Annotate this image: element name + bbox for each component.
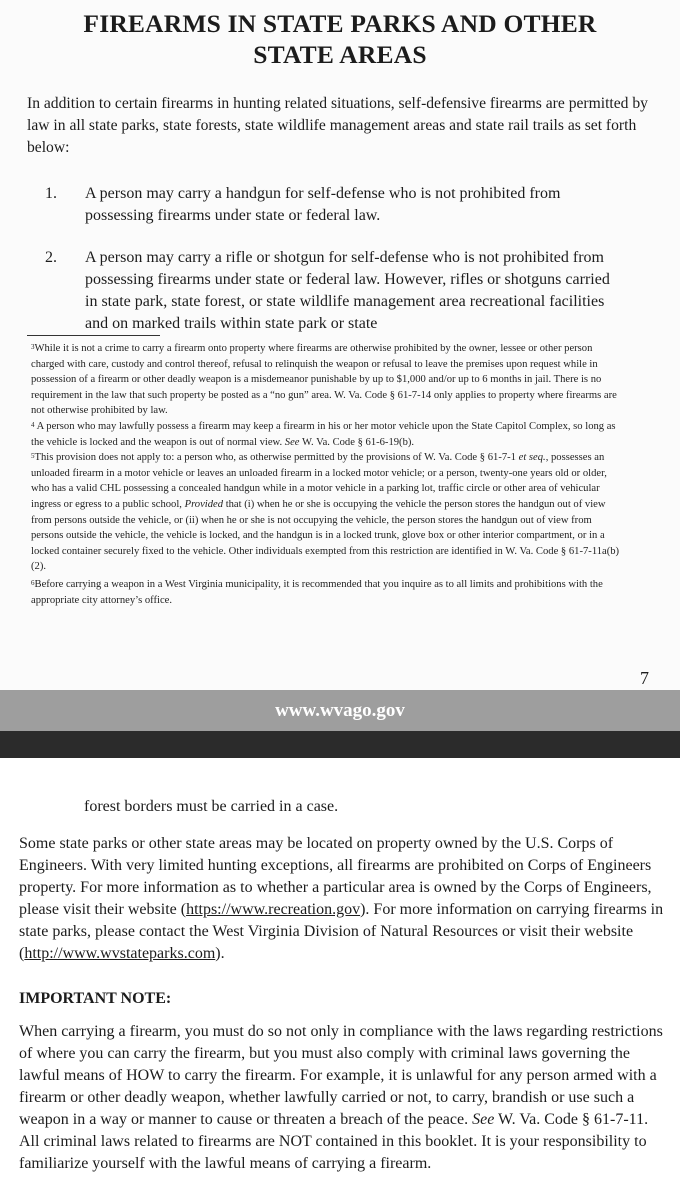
footnote-mark: 5 <box>31 452 35 461</box>
footnote-mark: 4 <box>31 420 35 429</box>
footnote-divider <box>27 335 160 336</box>
intro-paragraph: In addition to certain firearms in hunting related situations, self-defensive firearms are permitted by law in all state parks, state forests, state wildlife management areas and state rail trails as set forth below: <box>27 95 648 156</box>
footnote-6 <box>31 577 625 608</box>
footnote-text: This provision does not apply to: a person who, as otherwise permitted by the provisions of W. Va. Code § 61-7-1 <box>34 452 519 464</box>
recreation-gov-link[interactable]: https://www.recreation.gov <box>186 901 361 918</box>
page-separator-band <box>0 731 680 758</box>
list-item-text: A person may carry a rifle or shotgun for self-defense who is not prohibited from possessing firearms under state or federal law. However, rifles or shotguns carried in state park, state forest, or state wildlife management area recreational facilities and on marked trails within state park or state <box>85 249 610 332</box>
page-title-line-1: FIREARMS IN STATE PARKS AND OTHER <box>83 9 597 38</box>
continuation-text: forest borders must be carried in a case. <box>84 798 339 815</box>
footnote-text: A person who may lawfully possess a firearm may keep a firearm in his or her motor vehicle upon the State Capitol Complex, so long as the vehicle is locked and the weapon is out of normal view. <box>31 420 616 448</box>
see-citation: See <box>472 1111 495 1128</box>
page-number: 7 <box>640 668 649 688</box>
footnote-et-seq: et seq. <box>518 452 546 464</box>
footnote-see: See <box>284 436 300 448</box>
wvstateparks-link[interactable]: http://www.wvstateparks.com <box>24 945 216 962</box>
footnote-text: that (i) when he or she is occupying the vehicle the person stores the handgun out of view from persons outside the vehicle, or (ii) when he or she is not occupying the vehicle, the person stores the handgun out of view from persons outside the vehicle, the vehicle is locked, and the handgun is in a locked trunk, glove box or other interior compartment, or in a locked container securely fixed to the vehicle. Other individuals exempted from this restriction are identified in W. Va. Code § 61-7-11a(b)(2). <box>31 498 620 573</box>
important-note-paragraph <box>19 1021 667 1175</box>
corps-paragraph <box>19 833 667 965</box>
footnote-provided: Provided <box>184 498 224 510</box>
page-title <box>20 8 660 70</box>
paragraph-text: W. Va. Code § 61-7-11. All criminal laws related to firearms are NOT contained in this booklet. It is your responsibility to familiarize yourself with the lawful means of carrying a firearm. <box>19 1111 649 1172</box>
list-item-number: 2. <box>45 249 57 266</box>
footnotes <box>31 341 625 608</box>
footnote-mark: 6 <box>31 578 35 587</box>
footnote-4 <box>31 419 625 450</box>
footnote-text: , possesses an unloaded firearm in a motor vehicle or leaves an unloaded firearm in a locked motor vehicle; or a person, twenty-one years old or older, who has a valid CHL possessing a concealed handgun while in a motor vehicle in a parking lot, traffic circle or other area of vehicular ingress or egress to a public school, <box>31 452 607 510</box>
footnote-text: Before carrying a weapon in a West Virginia municipality, it is recommended that you inquire as to all limits and prohibitions with the appropriate city attorney’s office. <box>31 578 603 606</box>
footer-url[interactable]: www.wvago.gov <box>275 700 405 721</box>
list-item-text: A person may carry a handgun for self-defense who is not prohibited from possessing firearms under state or federal law. <box>85 185 561 224</box>
list-item-number: 1. <box>45 185 57 202</box>
footnote-mark: 3 <box>31 343 35 351</box>
paragraph-text: When carrying a firearm, you must do so not only in compliance with the laws regarding restrictions of where you can carry the firearm, but you must also comply with criminal laws governing the lawful means of HOW to carry the firearm. For example, it is unlawful for any person armed with a firearm or other deadly weapon, whether lawfully carried or not, to carry, brandish or use such a weapon in a way or manner to cause or threaten a breach of the peace. <box>19 1023 663 1128</box>
footnote-3 <box>31 341 625 419</box>
important-note-heading: IMPORTANT NOTE: <box>19 990 172 1007</box>
footer-url-band <box>0 690 680 731</box>
paragraph-text: Some state parks or other state areas may be located on property owned by the U.S. Corps of Engineers. With very limited hunting exceptions, all firearms are prohibited on Corps of Engineers property. For more information as to whether a particular area is owned by the Corps of Engineers, please visit their website ( <box>19 835 652 918</box>
footnote-text: W. Va. Code § 61-6-19(b). <box>299 436 415 448</box>
page-title-line-2: STATE AREAS <box>253 40 427 69</box>
footnote-text: While it is not a crime to carry a firearm onto property where firearms are otherwise prohibited by the owner, lessee or other person charged with care, custody and control thereof, refusal to relinquish the weapon or refusal to leave the premises upon request while in possession of a firearm or other deadly weapon is a misdemeanor punishable by up to $1,000 and/or up to 6 months in jail. There is no requirement in the law that such property be posted as a “no gun” area. W. Va. Code § 61-7-14 only applies to property where firearms are not otherwise prohibited by law. <box>31 343 617 417</box>
footnote-5 <box>31 450 625 575</box>
paragraph-text: ). For more information on carrying firearms in state parks, please contact the West Virginia Division of Natural Resources or visit their website ( <box>19 901 664 962</box>
paragraph-text: ). <box>215 945 225 962</box>
